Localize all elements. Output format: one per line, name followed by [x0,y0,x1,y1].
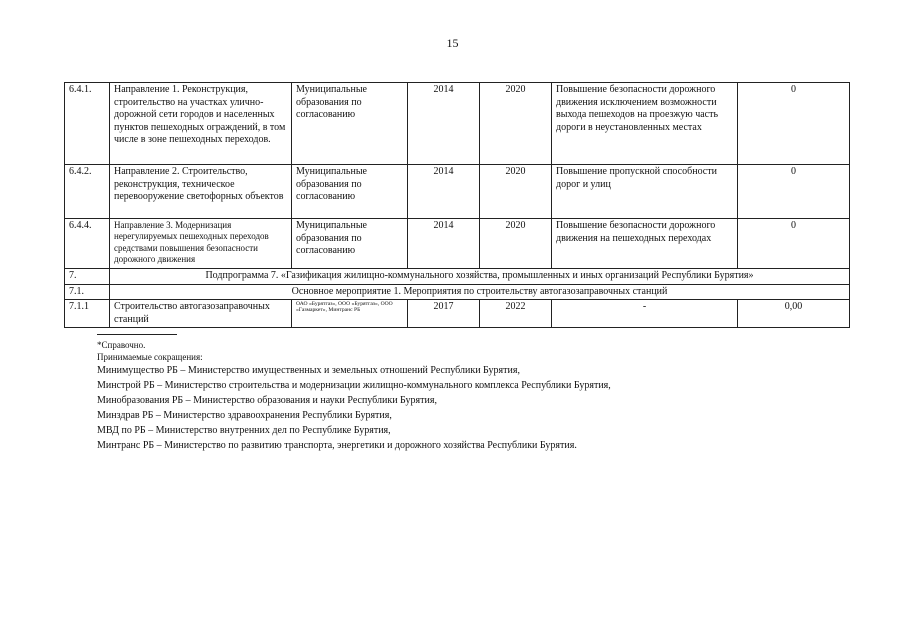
executor: ОАО «Бурятгаз», ООО «Бурятгаз», ООО «Газмаркет», Минтранс РБ [292,300,408,328]
end-year: 2020 [480,219,552,269]
measure-name: Строительство автогазозаправочных станций [110,300,292,328]
row-number: 6.4.2. [65,165,110,219]
row-number: 7. [65,269,110,285]
start-year: 2014 [408,165,480,219]
indicator-value: 0 [738,165,850,219]
row-number: 6.4.4. [65,219,110,269]
expected-result: Повышение пропускной способности дорог и улиц [552,165,738,219]
end-year: 2022 [480,300,552,328]
indicator-value: 0,00 [738,300,850,328]
table-row [65,165,850,219]
row-number: 7.1. [65,284,110,300]
end-year: 2020 [480,83,552,165]
footnotes [97,334,857,453]
abbreviations-title: Принимаемые сокращения: [97,352,203,362]
start-year: 2014 [408,219,480,269]
executor: Муниципальные образования по согласованию [292,219,408,269]
measure-name: Направление 1. Реконструкция, строительство на участках улично-дорожной сети городов и населенных пунктов пешеходных ограждений, в том числе в зоне пешеходных переходов. [110,83,292,165]
expected-result: Повышение безопасности дорожного движения на пешеходных переходах [552,219,738,269]
reference-note: *Справочно. [97,340,146,350]
table-row [65,219,850,269]
end-year: 2020 [480,165,552,219]
program-table [64,82,850,328]
row-number: 6.4.1. [65,83,110,165]
abbreviation-line: Минимущество РБ – Министерство имущественных и земельных отношений Республики Бурятия, [97,365,520,376]
executor: Муниципальные образования по согласованию [292,83,408,165]
executor: Муниципальные образования по согласованию [292,165,408,219]
footnote-rule [97,334,177,335]
table-row [65,269,850,285]
abbreviation-line: Минтранс РБ – Министерство по развитию транспорта, энергетики и дорожного хозяйства Республики Бурятия. [97,440,577,451]
start-year: 2017 [408,300,480,328]
table-row [65,284,850,300]
expected-result: - [552,300,738,328]
table-row [65,300,850,328]
row-number: 7.1.1 [65,300,110,328]
table-row [65,83,850,165]
page-number: 15 [446,36,459,50]
abbreviation-line: Минстрой РБ – Министерство строительства и модернизации жилищно-коммунального комплекса Республики Бурятия, [97,380,611,391]
main-measure-title: Основное мероприятие 1. Мероприятия по строительству автогазозаправочных станций [110,284,850,300]
measure-name: Направление 2. Строительство, реконструкция, техническое перевооружение светофорных объектов [110,165,292,219]
measure-name: Направление 3. Модернизация нерегулируемых пешеходных переходов средствами повышения безопасности дорожного движения [110,219,292,269]
abbreviation-line: МВД по РБ – Министерство внутренних дел по Республике Бурятия, [97,425,391,436]
subprogram-title: Подпрограмма 7. «Газификация жилищно-коммунального хозяйства, промышленных и иных организаций Республики Бурятия» [110,269,850,285]
abbreviation-line: Минобразования РБ – Министерство образования и науки Республики Бурятия, [97,395,437,406]
start-year: 2014 [408,83,480,165]
abbreviation-line: Минздрав РБ – Министерство здравоохранения Республики Бурятия, [97,410,392,421]
indicator-value: 0 [738,83,850,165]
expected-result: Повышение безопасности дорожного движения исключением возможности выхода пешеходов на проезжую часть дороги в неустановленных местах [552,83,738,165]
indicator-value: 0 [738,219,850,269]
